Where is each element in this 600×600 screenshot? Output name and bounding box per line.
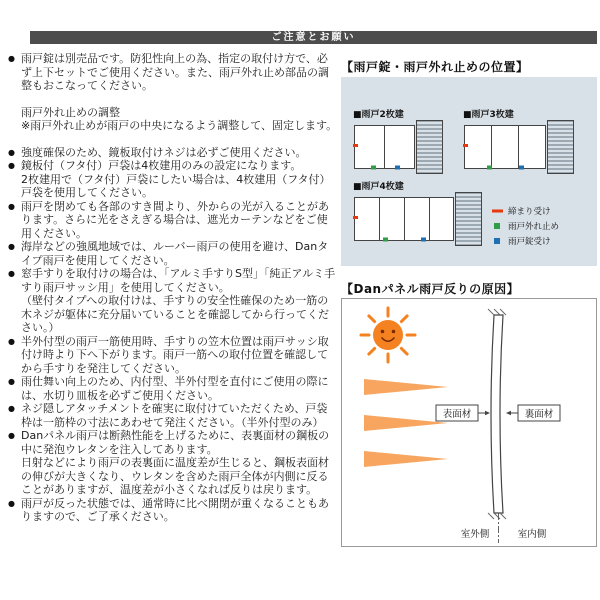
note-item: [8, 375, 338, 402]
heat-arrow-icon: [364, 379, 448, 395]
sun-icon: [361, 308, 415, 362]
bullet-icon: ●: [8, 161, 15, 170]
bullet-icon: ●: [8, 431, 15, 440]
svg-text:裏面材: 裏面材: [524, 409, 554, 420]
note-text: 海岸などの強風地域では、ルーバー雨戸の使用を避け、Danタイプ雨戸を使用してください。: [21, 240, 329, 267]
note-item: [8, 402, 338, 429]
legend-swatch-shimari-icon: [491, 207, 505, 215]
note-text: 雨戸錠は別売品です。防犯性向上の為、指定の取付け方で、必ず上下セットでご使用ください。また、雨戸外れ止め部品の調整もおこなってください。: [21, 52, 329, 92]
mark-joukake: [519, 166, 524, 170]
note-item: [8, 200, 338, 241]
warp-cause-panel: [341, 298, 597, 547]
note-text: 強度確保のため、鏡板取付けネジは必ずご使用ください。: [21, 145, 307, 159]
mark-shimari: [353, 216, 358, 219]
note-text: Danパネル雨戸は断熱性能を上げるために、表裏面材の鋼板の中に発泡ウレタンを注入してあります。 日射などにより雨戸の表裏面に温度差が生じると、鋼板表面材の伸びが大きくなり、ウレタンを含めた雨戸全体が内側に反ることがありますが、温度差が小さくなれば反りは戻ります。: [21, 429, 330, 496]
note-text: 鏡板付（フタ付）戸袋は4枚建用のみの設定になります。 2枚建用で（フタ付）戸袋にしたい場合は、4枚建用（フタ付）戸袋を使用してください。: [21, 159, 331, 199]
bullet-icon: ●: [8, 242, 15, 251]
note-item: [8, 240, 338, 267]
arrowhead-left-icon: [506, 411, 511, 415]
bullet-icon: [8, 119, 21, 133]
note-item: [8, 52, 338, 93]
diagram-label-4panel: ■雨戸4枚建: [353, 182, 404, 192]
position-diagram-panel: [341, 77, 597, 266]
note-item: [8, 146, 338, 160]
note-text: 雨戸外れ止めの調整: [21, 105, 120, 119]
back-material-label: [506, 405, 560, 421]
mark-joukake: [395, 166, 400, 170]
outdoor-side-label: 室外側: [460, 529, 490, 540]
note-item: [8, 119, 338, 133]
heat-arrow-icon: [364, 415, 448, 431]
indoor-side-label: 室内側: [517, 529, 547, 540]
legend-item-shimari: [491, 203, 559, 218]
legend-item-joukake: [491, 233, 559, 248]
warp-section-title: 【Danパネル雨戸反りの原因】: [341, 282, 520, 296]
shutter-panel-section: [488, 309, 506, 543]
mark-hazuredome: [383, 238, 388, 242]
note-text: 半外付型の雨戸一筋使用時、手すりの笠木位置は雨戸サッシ取付け時より下へ下がります。雨戸一筋への取付位置を確認してから手すりを発注してください。: [21, 334, 329, 375]
diagram-legend: [491, 203, 559, 248]
bullet-icon: ●: [8, 404, 15, 413]
note-text: ※雨戸外れ止めが雨戸の中央になるよう調整して、固定します。: [21, 119, 338, 132]
shutter-diagram-2panel: [353, 119, 445, 175]
legend-swatch-joukake-icon: [491, 237, 505, 245]
shutter-diagram-3panel: [463, 119, 577, 175]
heat-arrows: [364, 379, 448, 467]
diagram-label-3panel: ■雨戸3枚建: [463, 110, 514, 120]
arrowhead-right-icon: [485, 411, 490, 415]
warp-diagram: [342, 299, 596, 546]
note-text: 雨戸が反った状態では、通常時に比べ開閉が重くなることもありますので、ご了承ください。: [21, 496, 329, 523]
bullet-icon: ●: [8, 201, 15, 211]
mark-joukake: [421, 238, 426, 242]
note-item: [8, 497, 338, 524]
svg-text:表面材: 表面材: [442, 409, 472, 420]
mark-shimari: [353, 144, 358, 147]
bullet-icon: ●: [8, 498, 15, 508]
note-text: 雨仕舞い向上のため、内付型、半外付型を直付にご使用の際には、水切り皿板を必ずご使用ください。: [21, 375, 329, 402]
legend-label: 雨戸外れ止め: [508, 221, 560, 232]
mark-shimari: [463, 144, 468, 147]
note-item: [8, 159, 338, 200]
legend-item-hazuredome: [491, 218, 559, 233]
bullet-icon: ●: [8, 54, 15, 63]
note-subheading: [8, 106, 338, 120]
notes-column: [8, 52, 338, 524]
note-item: [8, 267, 338, 335]
bullet-icon: ●: [8, 377, 15, 386]
heat-arrow-icon: [364, 451, 448, 467]
notice-header: ご注意とお願い: [30, 31, 597, 44]
note-text: ネジ隠しアタッチメントを確実に取付けていただくため、戸袋枠は一筋枠の寸法にあわせて発注ください。（半外付型のみ）: [21, 402, 328, 429]
note-text: 雨戸を閉めても各部のすき間より、外からの光が入ることがあります。さらに光をさえぎる場合は、遮光カーテンなどをご使用ください。: [21, 199, 329, 240]
legend-swatch-hazuredome-icon: [491, 222, 505, 230]
bullet-icon: ●: [8, 336, 15, 346]
note-item: [8, 429, 338, 497]
bullet-icon: ●: [8, 269, 15, 278]
legend-label: 雨戸錠受け: [508, 236, 551, 247]
note-text: 窓手すりを取付けの場合は、「アルミ手すりS型」「純正アルミ手すり雨戸サッシ用」を使用してください。 （壁付タイプへの取付けは、手すりの安全性確保のため一筋の木ネジが躯体に充分届いていることを確認してから行ってください。）: [21, 267, 336, 334]
note-item: [8, 335, 338, 376]
front-material-label: [436, 405, 490, 421]
mark-hazuredome: [371, 166, 376, 170]
mark-hazuredome: [487, 166, 492, 170]
legend-label: 締まり受け: [508, 206, 551, 217]
diagram-label-2panel: ■雨戸2枚建: [353, 110, 404, 120]
shutter-diagram-4panel: [353, 191, 483, 247]
bullet-icon: ●: [8, 147, 15, 157]
bullet-icon: [8, 106, 21, 120]
position-section-title: 【雨戸錠・雨戸外れ止めの位置】: [341, 60, 529, 74]
